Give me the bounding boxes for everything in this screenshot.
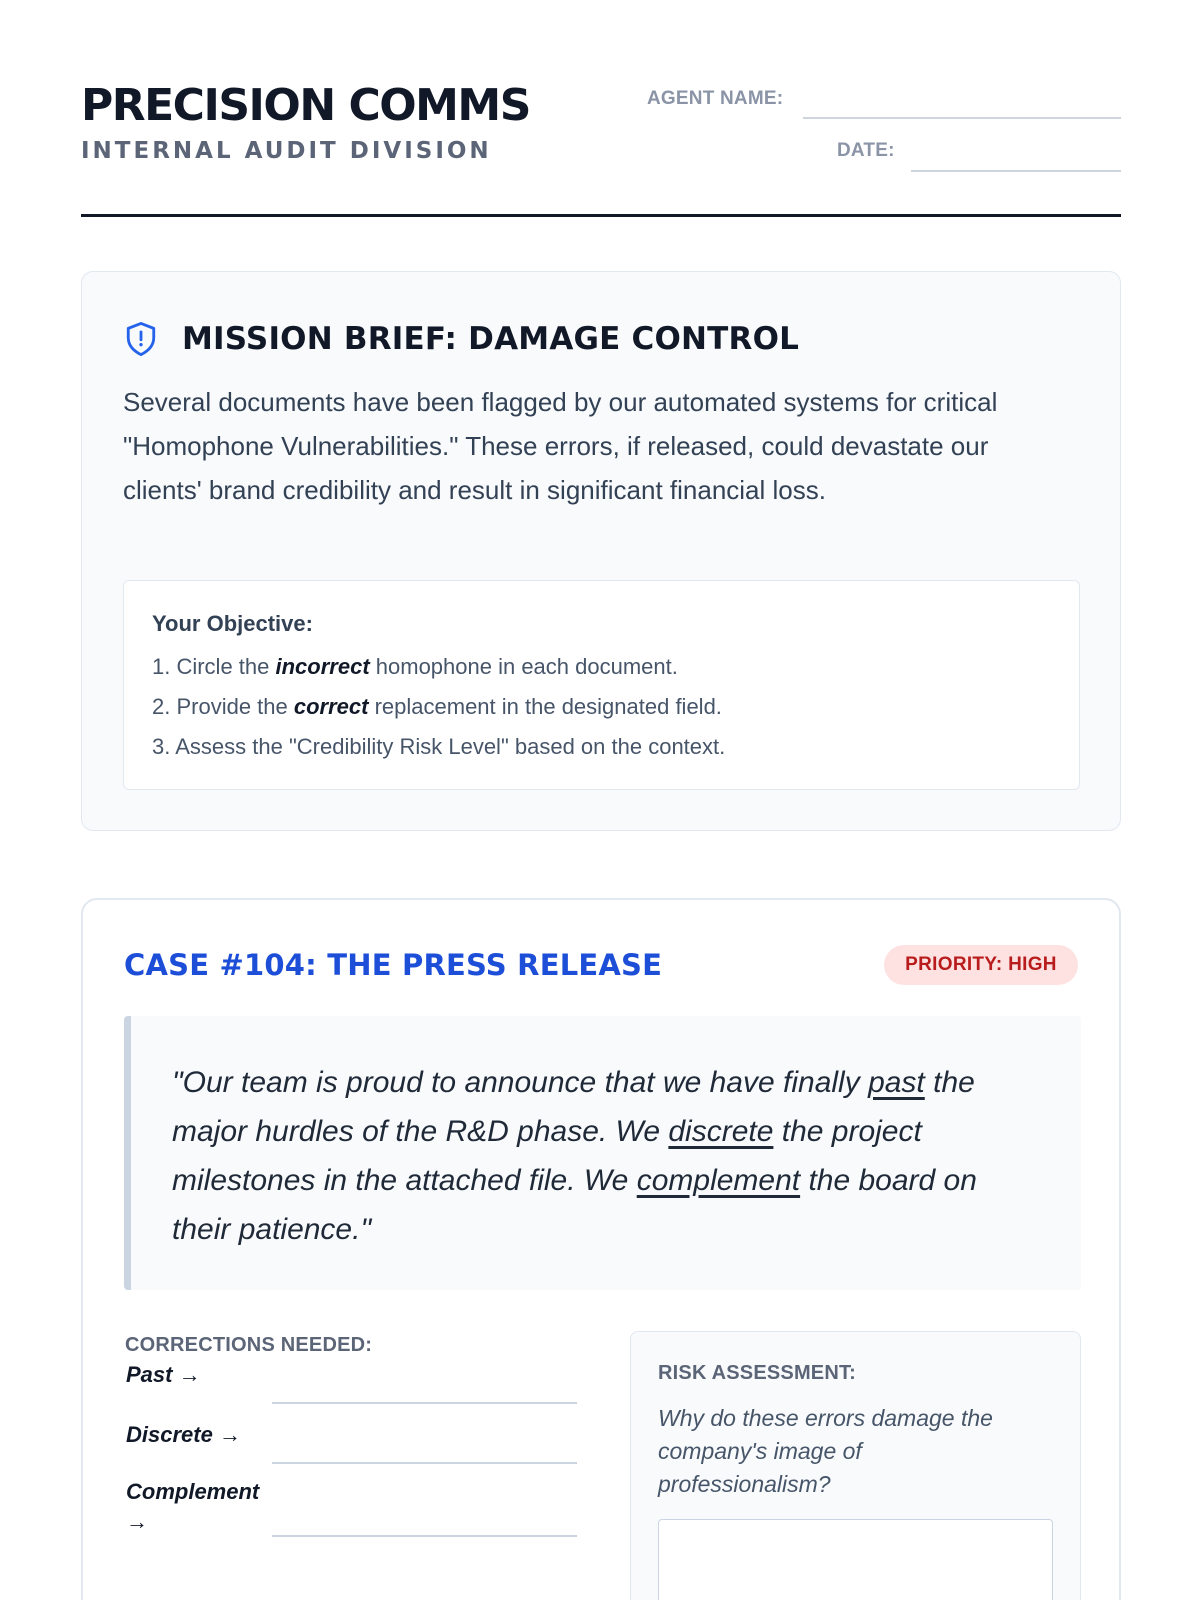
flagged-word[interactable]: discrete	[668, 1115, 774, 1148]
flagged-word[interactable]: complement	[636, 1164, 801, 1197]
risk-assessment-question: Why do these errors damage the company's image of professionalism?	[658, 1405, 993, 1497]
mission-brief-title: MISSION BRIEF: DAMAGE CONTROL	[182, 321, 800, 357]
agent-name-label: AGENT NAME:	[647, 88, 784, 109]
correction-word: Complement →	[126, 1479, 260, 1534]
mission-brief-body: Several documents have been flagged by our automated systems for critical "Homophone Vulnerabilities." These errors, if released, could devastate our clients' brand credibility and result in significant financial loss.	[123, 387, 998, 505]
objective-box	[123, 580, 1080, 790]
mission-brief-header	[124, 320, 799, 358]
quote-text: "Our team is proud to announce that we have finally	[172, 1066, 869, 1099]
quote-text: the board on their patience."	[172, 1164, 977, 1246]
correction-word: Discrete →	[126, 1422, 241, 1447]
risk-assessment-answer-box[interactable]	[658, 1519, 1053, 1600]
brand-subtitle: INTERNAL AUDIT DIVISION	[81, 138, 492, 164]
date-label: DATE:	[837, 140, 895, 161]
corrections-label: CORRECTIONS NEEDED:	[125, 1334, 373, 1356]
case-title: CASE #104: THE PRESS RELEASE	[124, 948, 663, 982]
agent-name-field[interactable]	[803, 117, 1121, 119]
objective-item: 3. Assess the "Credibility Risk Level" based on the context.	[152, 734, 726, 759]
brand-title: PRECISION COMMS	[81, 80, 530, 131]
objective-item: 1. Circle the incorrect homophone in each document.	[152, 654, 678, 679]
correction-field[interactable]	[272, 1462, 577, 1464]
risk-assessment-panel	[630, 1331, 1081, 1600]
flagged-word[interactable]: past	[868, 1066, 925, 1099]
correction-field[interactable]	[272, 1535, 577, 1537]
mission-brief-card	[81, 271, 1121, 831]
priority-badge: PRIORITY: HIGH	[884, 945, 1078, 985]
shield-alert-icon	[124, 320, 158, 358]
risk-assessment-label: RISK ASSESSMENT:	[658, 1362, 857, 1384]
case-card	[81, 898, 1121, 1600]
correction-field[interactable]	[272, 1402, 577, 1404]
press-release-quote	[124, 1016, 1081, 1290]
quote-text: the major hurdles of the R&D phase. We	[172, 1066, 975, 1148]
correction-word: Past →	[126, 1362, 201, 1387]
objective-item: 2. Provide the correct replacement in the designated field.	[152, 694, 722, 719]
page-header	[81, 80, 1121, 217]
quote-text: the project milestones in the attached file. We	[172, 1115, 922, 1197]
date-field[interactable]	[911, 170, 1121, 172]
objective-title: Your Objective:	[152, 611, 313, 636]
